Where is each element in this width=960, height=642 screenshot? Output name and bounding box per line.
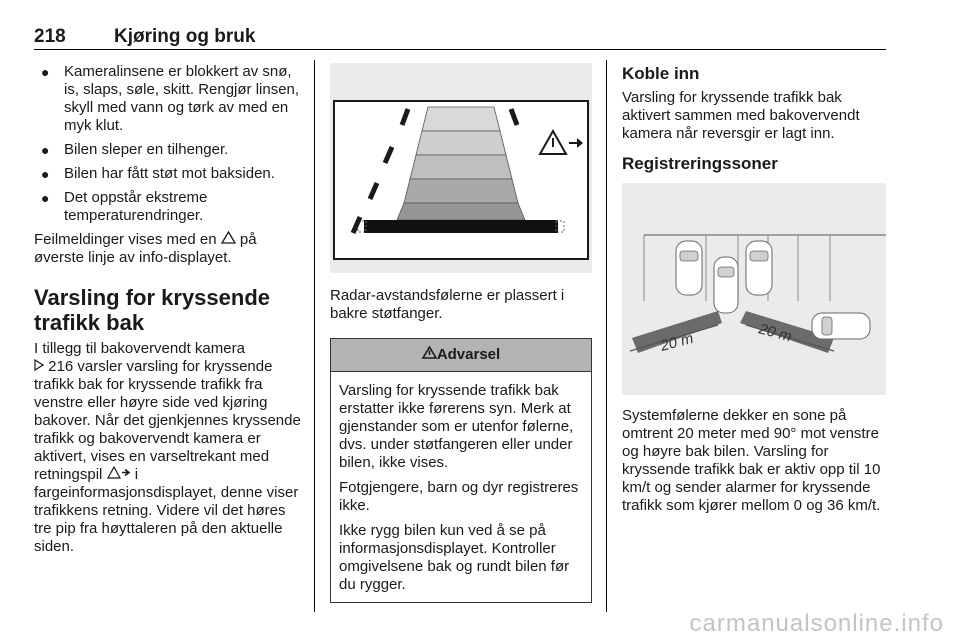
warning-triangle-icon — [221, 231, 236, 244]
bullet-list — [34, 63, 302, 225]
warning-paragraph: Fotgjengere, barn og dyr registreres ikke. — [339, 479, 579, 514]
body-paragraph: Varsling for kryssende trafikk bak aktivert sammen med bakovervendt kamera når reversgir er lagt inn. — [622, 89, 860, 142]
body-paragraph: I tillegg til bakovervendt kamera 216 varsler varsling for kryssende trafikk bak for kryssende trafikk fra venstre eller høyre side ved kjøring bakover. Når det gjenkjennes kryssende trafikk og bakovervendt kamera er aktivert, vises en varseltrekant med retningspil i fargeinformasjonsdisplayet, denne viser trafikkens retning. Videre vil det høres tre pip fra høyttaleren på den aktuelle siden. — [34, 340, 301, 555]
list-item: ● Det oppstår ekstreme temperaturendringer. — [41, 189, 208, 224]
distance-label-right: 20 m — [756, 320, 794, 346]
list-item: ● Bilen sleper en tilhenger. — [41, 141, 229, 158]
page-reference-icon — [34, 359, 44, 371]
section-title: Varsling for kryssende trafikk bak — [34, 285, 270, 335]
warning-header: Advarsel — [331, 339, 591, 372]
column-divider-2 — [606, 60, 607, 612]
warning-triangle-icon — [422, 346, 437, 359]
distance-label-left: 20 m — [658, 329, 696, 355]
warning-paragraph: Ikke rygg bilen kun ved å se på informasjonsdisplayet. Kontroller omgivelsene bak og rundt bilen før du rygger. — [339, 522, 570, 593]
column-middle — [330, 63, 592, 603]
figure-caption: Radar-avstandsfølerne er plassert i bakre støtfanger. — [330, 287, 565, 322]
warning-arrow-icon — [107, 466, 131, 479]
header-rule — [34, 49, 886, 50]
warning-paragraph: Varsling for kryssende trafikk bak erstatter ikke førerens syn. Merk at gjenstander som er utenfor følerne, dvs. under støtfangeren eller under bilen, ikke vises. — [339, 382, 574, 471]
column-left — [34, 63, 302, 556]
warning-body — [331, 372, 591, 602]
column-right — [622, 63, 886, 527]
chapter-title: Kjøring og bruk — [114, 26, 256, 47]
page-number: 218 — [34, 26, 66, 47]
detection-zone-figure — [622, 183, 886, 395]
subheading-detection-zones: Registreringssoner — [622, 154, 778, 173]
list-item: ● Kameralinsene er blokkert av snø, is, slaps, søle, skitt. Rengjør linsen, skyll med vann og tørk av med en myk klut. — [41, 63, 300, 134]
watermark: carmanualsonline.info — [689, 610, 944, 637]
rear-camera-display-figure — [330, 63, 592, 273]
warning-box — [330, 338, 592, 603]
page-header — [34, 26, 255, 48]
subheading-activate: Koble inn — [622, 64, 700, 83]
column-divider-1 — [314, 60, 315, 612]
body-paragraph: Systemfølerne dekker en sone på omtrent 20 meter med 90° mot venstre og høyre bak bilen. Varsling for kryssende trafikk bak er aktiv opp til 10 km/t og sender alarmer for kryssende trafikk som kjører mellom 0 og 36 km/t. — [622, 407, 881, 514]
error-message-text: Feilmeldinger vises med en på øverste linje av info-displayet. — [34, 231, 257, 266]
list-item: ● Bilen har fått støt mot baksiden. — [41, 165, 275, 182]
